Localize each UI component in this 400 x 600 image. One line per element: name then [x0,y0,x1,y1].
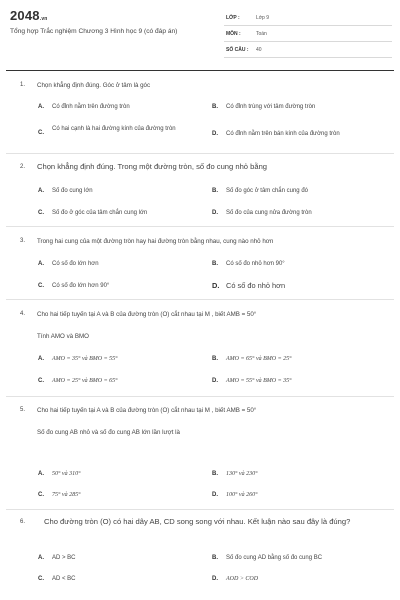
meta-row-lop [224,10,392,26]
option-text: Số đo ở góc của tâm chắn cung lớn [52,210,148,216]
option-text: AMO = 65° và BMO = 25° [226,356,292,362]
option-text: Có số đo nhỏ hơn [226,281,286,290]
option-letter: B. [212,555,218,561]
option-letter: C. [38,130,44,136]
option-letter: A. [38,261,44,267]
question-separator [6,509,394,510]
meta-value: Toán [256,31,267,37]
option-text: Số đo góc ở tâm chắn cung đó [226,188,308,194]
option-text: AD > BC [52,555,76,561]
option-text: Có số đo nhỏ hơn 90° [226,261,285,267]
meta-label: SỐ CÂU : [226,47,249,53]
option-letter: D. [212,281,220,290]
question-separator [6,153,394,154]
option-text: Có hai cạnh là hai đường kính của đường tròn [52,126,176,132]
logo-suffix: .vn [39,16,48,22]
meta-value: Lớp 9 [256,15,270,21]
question-separator [6,226,394,227]
option-letter: A. [38,104,44,110]
site-logo[interactable] [10,8,48,23]
option-text: Có đỉnh nằm trên bán kính của đường tròn [226,131,340,137]
question-separator [6,299,394,300]
option-letter: D. [212,492,218,498]
question-text: Cho hai tiếp tuyến tại A và B của đường tròn (O) cắt nhau tại M , biết AMB = 50° [37,311,257,318]
question-text: Chọn khẳng định đúng. Trong một đường tròn, số đo cung nhỏ bằng [37,162,268,171]
option-letter: C. [38,283,44,289]
option-text: 75° và 285° [52,492,81,498]
option-text: AOD > COD [226,576,259,582]
option-letter: C. [38,210,44,216]
option-letter: B. [212,356,218,362]
option-text: Có đỉnh trùng với tâm đường tròn [226,104,316,110]
option-text: Số đo của cung nửa đường tròn [226,210,312,216]
option-letter: A. [38,188,44,194]
meta-value: 40 [256,47,262,53]
question-number: 6. [20,519,26,525]
option-text: AMO = 55° và BMO = 35° [226,378,292,384]
question-number: 5. [20,407,26,413]
question-number: 4. [20,311,26,317]
option-text: Số đo cung AD bằng số đo cung BC [226,555,323,561]
meta-row-mon [224,26,392,42]
option-letter: B. [212,104,218,110]
option-letter: C. [38,492,44,498]
option-text: Có số đo lớn hơn 90° [52,283,110,289]
option-letter: A. [38,356,44,362]
option-letter: B. [212,188,218,194]
meta-row-socau [224,42,392,58]
option-text: Số đo cung lớn [52,188,93,194]
option-letter: A. [38,471,44,477]
meta-label: LỚP : [226,15,240,21]
option-text: 130° và 230° [226,471,258,477]
question-subtext: Số đo cung AB nhỏ và số đo cung AB lớn lần lượt là [37,429,180,436]
question-text: Cho hai tiếp tuyến tại A và B của đường tròn (O) cắt nhau tại M , biết AMB = 50° [37,407,257,414]
question-separator [6,396,394,397]
question-text: Cho đường tròn (O) có hai dây AB, CD song song với nhau. Kết luận nào sau đây là đúng? [44,517,351,526]
question-number: 1. [20,82,26,88]
option-letter: D. [212,210,218,216]
option-text: AMO = 35° và BMO = 55° [52,356,118,362]
document-title: Tổng hợp Trắc nghiệm Chương 3 Hình học 9 (có đáp án) [10,28,178,35]
document-header [8,8,392,70]
option-letter: D. [212,576,218,582]
meta-table [224,10,392,58]
question-text: Trong hai cung của một đường tròn hay hai đường tròn bằng nhau, cung nào nhỏ hơn [37,238,274,245]
option-letter: D. [212,378,218,384]
option-text: AMO = 25° và BMO = 65° [52,378,118,384]
header-divider [6,70,394,71]
option-letter: B. [212,471,218,477]
option-letter: C. [38,576,44,582]
option-letter: C. [38,378,44,384]
option-letter: D. [212,131,218,137]
question-number: 3. [20,238,26,244]
option-text: 50° và 310° [52,471,81,477]
logo-text: 2048 [10,8,40,23]
question-text: Chọn khẳng định đúng. Góc ở tâm là góc [37,82,151,89]
meta-label: MÔN : [226,31,241,37]
option-letter: B. [212,261,218,267]
question-subtext: Tính AMO và BMO [37,333,89,340]
option-letter: A. [38,555,44,561]
option-text: 100° và 260° [226,492,258,498]
option-text: AD < BC [52,576,76,582]
option-text: Có đỉnh nằm trên đường tròn [52,104,130,110]
option-text: Có số đo lớn hơn [52,261,99,267]
question-number: 2. [20,164,26,170]
